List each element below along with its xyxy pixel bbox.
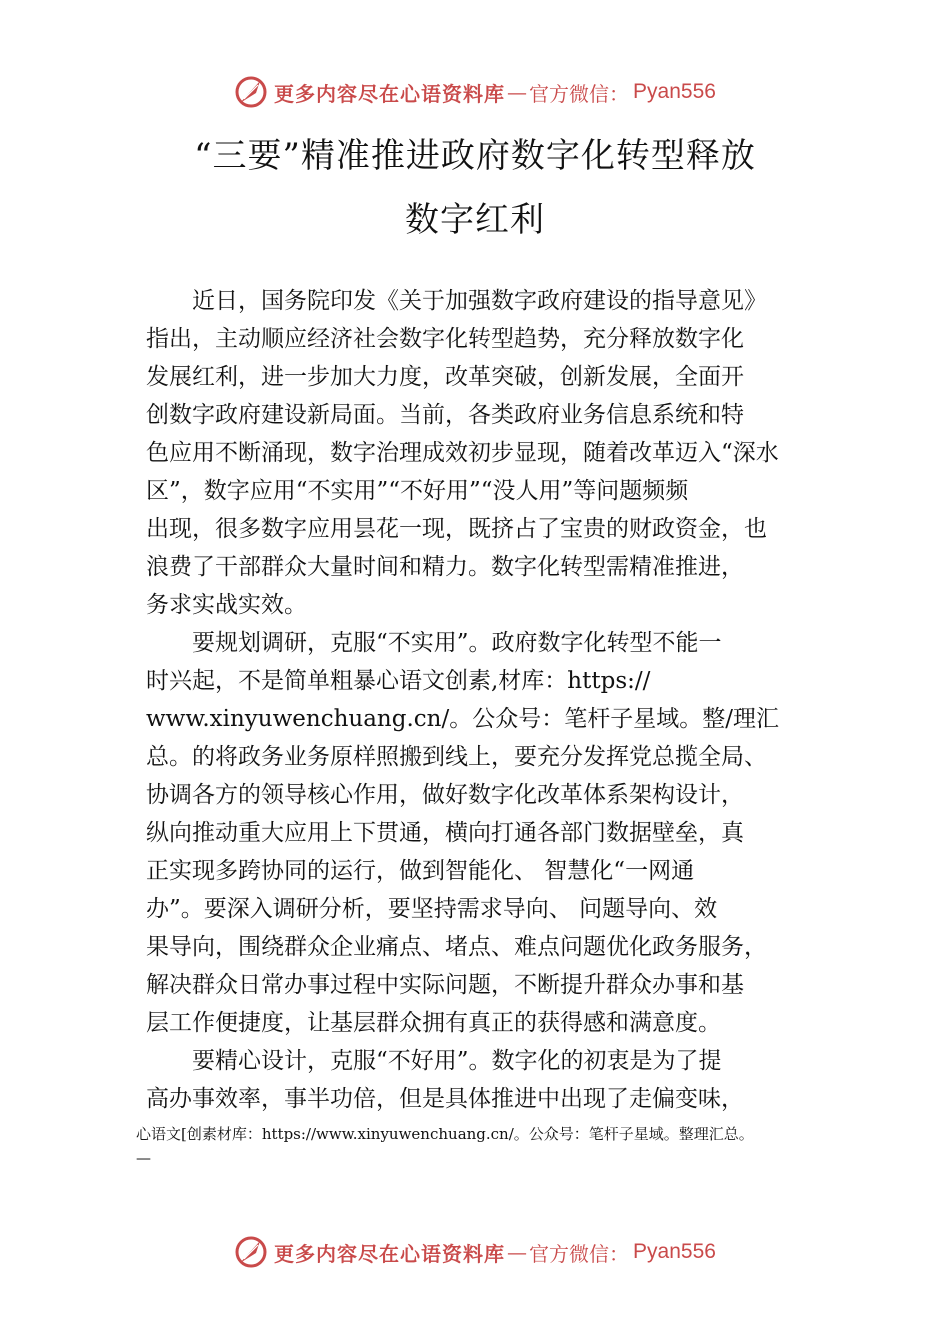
body-line: 创数字政府建设新局面。当前，各类政府业务信息系统和特 xyxy=(146,402,744,428)
banner-wechat-label: 官方微信： xyxy=(529,1241,630,1266)
body-line: 指出，主动顺应经济社会数字化转型趋势，充分释放数字化 xyxy=(146,326,744,352)
banner-wechat-id: Pyan556 xyxy=(633,1240,716,1263)
body-line: 要精心设计，克服“不好用”。数字化的初衷是为了提 xyxy=(146,1048,722,1074)
footer-banner xyxy=(0,1230,950,1274)
header-banner xyxy=(0,70,950,114)
body-line: 总。的将政务业务原样照搬到线上，要充分发挥党总揽全局、 xyxy=(146,744,767,770)
body-line: 近日，国务院印发《关于加强数字政府建设的指导意见》 xyxy=(146,288,767,314)
body-line: 浪费了干部群众大量时间和精力。数字化转型需精准推进， xyxy=(146,554,744,580)
body-line: 协调各方的领导核心作用，做好数字化改革体系架构设计， xyxy=(146,782,744,808)
body-line: 正实现多跨协同的运行，做到智能化、 智慧化“一网通 xyxy=(146,858,695,884)
body-line: 果导向，围绕群众企业痛点、堵点、难点问题优化政务服务， xyxy=(146,934,767,960)
body-line: 办”。要深入调研分析，要坚持需求导向、 问题导向、效 xyxy=(146,896,718,922)
footnote xyxy=(136,1122,754,1170)
body-line: www.xinyuwenchuang.cn/。公众号：笔杆子星域。整/理汇 xyxy=(146,706,779,732)
body-line: 色应用不断涌现，数字治理成效初步显现，随着改革迈入“深水 xyxy=(146,440,779,466)
body-line: 层工作便捷度，让基层群众拥有真正的获得感和满意度。 xyxy=(146,1010,721,1036)
footnote-line-2: — xyxy=(136,1149,151,1167)
banner-separator: — xyxy=(507,1240,528,1264)
footnote-line-1: 心语文[创素材库：https://www.xinyuwenchuang.cn/。公众号：笔杆子星域。整理汇总。 xyxy=(136,1125,754,1143)
body-line: 时兴起，不是简单粗暴心语文创素,材库：https:// xyxy=(146,668,651,694)
body-line: 要规划调研，克服“不实用”。政府数字化转型不能一 xyxy=(146,630,722,656)
banner-wechat-id: Pyan556 xyxy=(633,80,716,103)
banner-separator: — xyxy=(507,80,528,104)
banner-text: 更多内容尽在心语资料库 xyxy=(274,1241,506,1266)
body-line: 解决群众日常办事过程中实际问题，不断提升群众办事和基 xyxy=(146,972,744,998)
body-line: 高办事效率，事半功倍，但是具体推进中出现了走偏变味， xyxy=(146,1086,744,1112)
body-line: 区”，数字应用“不实用”“不好用”“没人用”等问题频频 xyxy=(146,478,689,504)
quill-pen-logo-icon xyxy=(234,75,268,109)
body-line: 务求实战实效。 xyxy=(146,592,307,618)
body-line: 纵向推动重大应用上下贯通，横向打通各部门数据壁垒，真 xyxy=(146,820,744,846)
document-title-line-1: “三要”精准推进政府数字化转型释放 xyxy=(194,136,756,176)
banner-text: 更多内容尽在心语资料库 xyxy=(274,81,506,106)
body-line: 出现，很多数字应用昙花一现，既挤占了宝贵的财政资金，也 xyxy=(146,516,767,542)
document-title-line-2: 数字红利 xyxy=(405,200,545,240)
banner-wechat-label: 官方微信： xyxy=(529,81,630,106)
body-line: 发展红利，进一步加大力度，改革突破，创新发展，全面开 xyxy=(146,364,744,390)
quill-pen-logo-icon xyxy=(234,1235,268,1269)
